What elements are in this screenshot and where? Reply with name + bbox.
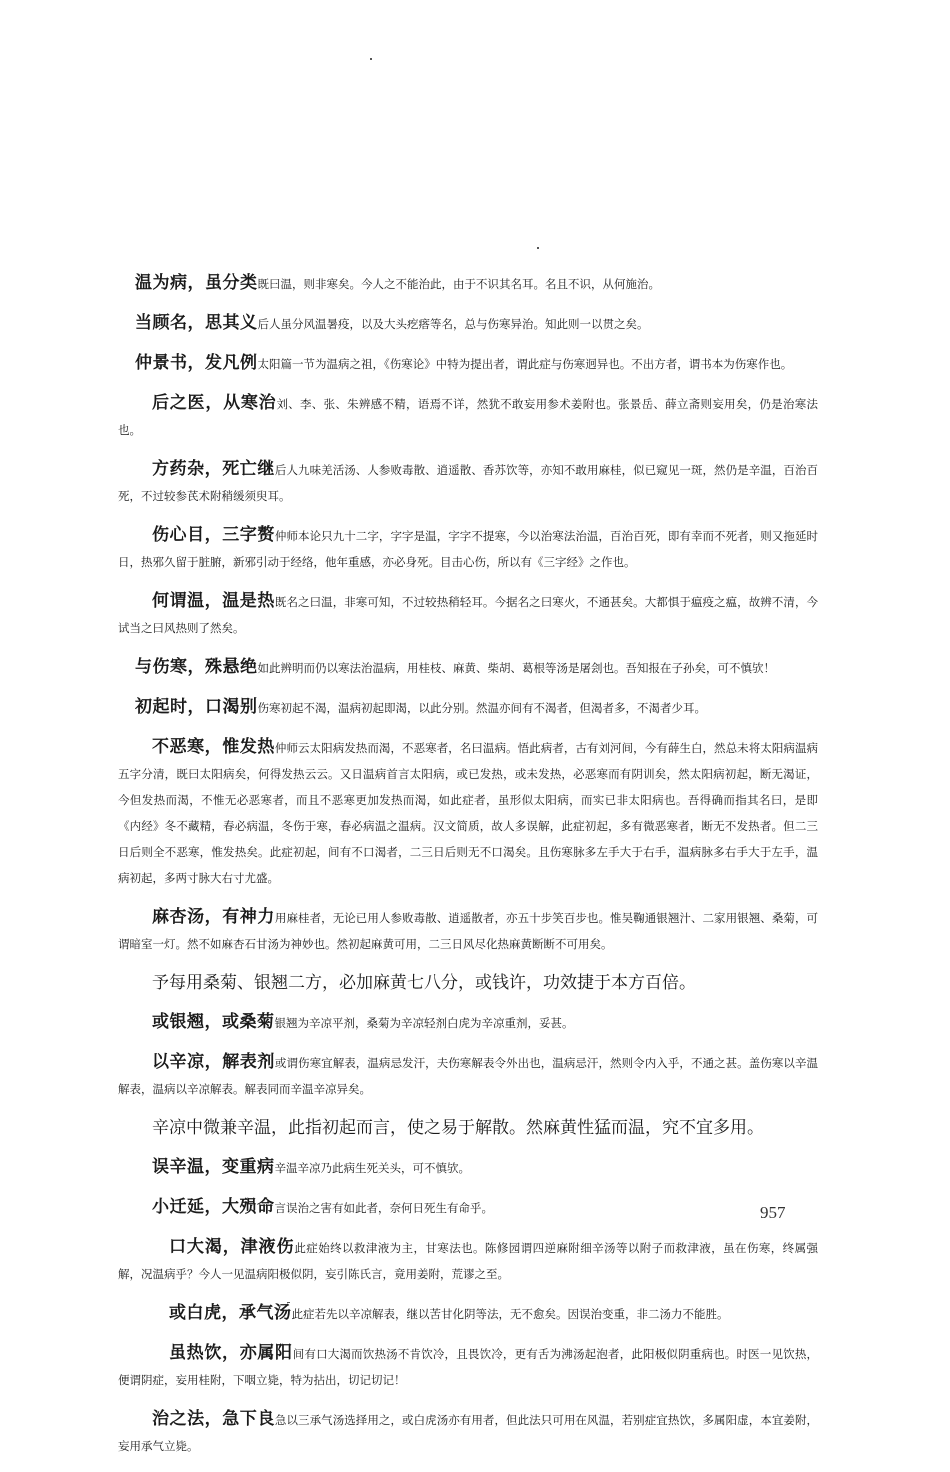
- verse-heading: 温为病，虽分类: [135, 273, 258, 293]
- verse-commentary: 刘、李、张、朱辨感不精，语焉不详，然犹不敢妄用参术姜附也。张景岳、薛立斋则妄用矣，仍是治寒法也。: [118, 397, 818, 437]
- verse-entry: [118, 1300, 818, 1327]
- verse-heading: 仲景书，发凡例: [135, 353, 258, 373]
- verse-heading: 后之医，从寒治: [152, 393, 277, 413]
- plain-paragraph: 予每用桑菊、银翘二方，必加麻黄七八分，或钱许，功效捷于本方百倍。: [152, 973, 696, 993]
- page-text-block: [118, 270, 818, 1472]
- verse-entry: [118, 456, 818, 509]
- verse-entry: [118, 694, 818, 721]
- scan-speck: [287, 1302, 290, 1303]
- verse-commentary: 仲师云太阳病发热而渴，不恶寒者，名曰温病。悟此病者，古有刘河间，今有薛生白，然总未将太阳病温病五字分清，既曰太阳病矣，何得发热云云。又日温病首言太阳病，或已发热，或未发热，必恶寒而有阴训矣，然太阳病初起，断无渴证，今但发热而渴，不惟无必恶寒者，而且不恶寒更加发热而渴，如此症者，虽形似太阳病，而实已非太阳病也。吾得确而指其名曰，是即《内经》冬不藏精，春必病温，冬伤于寒，春必病温之温病。汉文简质，故人多误解，此症初起，多有微恶寒者，断无不发热者。但二三日后则全不恶寒，惟发热矣。此症初起，间有不口渴者，二三日后则无不口渴矣。且伤寒脉多左手大于右手，温病脉多右手大于左手，温病初起，多两寸脉大右寸尤盛。: [118, 741, 819, 885]
- verse-commentary: 既名之曰温，非寒可知，不过较热稍轻耳。今据名之曰寒火，不通甚矣。大都惧于瘟疫之瘟，故辨不清，今试当之曰风热则了然矣。: [118, 595, 819, 635]
- verse-entry: [118, 390, 818, 443]
- verse-entry: [118, 970, 818, 996]
- verse-commentary: 间有口大渴而饮热汤不肯饮冷，且畏饮冷，更有舌为沸汤起泡者，此阳极似阴重病也。时医一见饮热，便谓阴症，妄用桂附，下咽立毙，特为拈出，切记切记！: [118, 1347, 819, 1387]
- verse-commentary: 后人虽分风温暑疫，以及大头疙瘩等名，总与伤寒异治。知此则一以贯之矣。: [257, 317, 649, 331]
- verse-entry: [118, 1049, 818, 1102]
- verse-heading: 麻杏汤，有神力: [152, 907, 275, 927]
- verse-entry: [118, 654, 818, 681]
- verse-entry: [118, 1234, 818, 1287]
- verse-heading: 小迁延，大殒命: [152, 1197, 275, 1217]
- verse-commentary: 后人九味羌活汤、人参败毒散、逍遥散、香苏饮等，亦知不敢用麻桂，似已窥见一斑，然仍是辛温，百治百死，不过较参芪术附稍缓须臾耳。: [118, 463, 819, 503]
- verse-heading: 初起时，口渴别: [135, 697, 258, 717]
- verse-commentary: 银翘为辛凉平剂，桑菊为辛凉轻剂白虎为辛凉重剂，妥甚。: [274, 1016, 574, 1030]
- verse-entry: [118, 1340, 818, 1393]
- verse-heading: 当顾名，思其义: [135, 313, 258, 333]
- verse-commentary: 此症若先以辛凉解表，继以苦甘化阴等法，无不愈矣。因误治变重，非二汤力不能胜。: [291, 1307, 729, 1321]
- verse-heading: 口大渴，津液伤: [169, 1237, 295, 1257]
- verse-entry: [118, 350, 818, 377]
- verse-entry: [118, 1009, 818, 1036]
- scan-speck: [537, 247, 539, 249]
- verse-commentary: 用麻桂者，无论已用人参败毒散、逍遥散者，亦五十步笑百步也。惟吴鞠通银翘汁、二家用银翘、桑菊，可谓暗室一灯。然不如麻杏石甘汤为神妙也。然初起麻黄可用，二三日风尽化热麻黄断断不可用矣。: [118, 911, 819, 951]
- verse-heading: 虽热饮，亦属阳: [169, 1343, 293, 1363]
- verse-heading: 或白虎，承气汤: [169, 1303, 292, 1323]
- verse-heading: 以辛凉，解表剂: [152, 1052, 275, 1072]
- verse-entry: [118, 1154, 818, 1181]
- scan-speck: [370, 58, 372, 60]
- verse-commentary: 辛温辛凉乃此病生死关头，可不慎欤。: [274, 1161, 470, 1175]
- verse-entry: [118, 310, 818, 337]
- verse-commentary: 伤寒初起不渴，温病初起即渴，以此分别。然温亦间有不渴者，但渴者多，不渴者少耳。: [257, 701, 706, 715]
- verse-commentary: 既曰温，则非寒矣。今人之不能治此，由于不识其名耳。名且不识，从何施治。: [257, 277, 660, 291]
- verse-heading: 何谓温，温是热: [152, 591, 275, 611]
- verse-heading: 治之法，急下良: [152, 1409, 275, 1429]
- verse-commentary: 或谓伤寒宜解表，温病忌发汗，夫伤寒解表令外出也，温病忌汗，然则令内入乎，不通之甚。盖伤寒以辛温解表，温病以辛凉解表。解表同而辛温辛凉异矣。: [118, 1056, 819, 1096]
- verse-commentary: 如此辨明而仍以寒法治温病，用桂枝、麻黄、柴胡、葛根等汤是屠刽也。吾知报在子孙矣，可不慎欤！: [257, 661, 775, 675]
- verse-entry: [118, 734, 818, 891]
- verse-commentary: 急以三承气汤选择用之，或白虎汤亦有用者，但此法只可用在风温，若别症宜热饮，多属阳虚，本宜姜附，妄用承气立毙。: [118, 1413, 819, 1453]
- verse-entry: [118, 1194, 818, 1221]
- verse-heading: 不恶寒，惟发热: [152, 737, 275, 757]
- verse-heading: 方药杂，死亡继: [152, 459, 275, 479]
- verse-entry: [118, 270, 818, 297]
- page-number: 957: [760, 1203, 786, 1222]
- verse-entry: [118, 904, 818, 957]
- verse-heading: 误辛温，变重病: [152, 1157, 275, 1177]
- verse-commentary: 言误治之害有如此者，奈何日死生有命乎。: [274, 1201, 493, 1215]
- plain-paragraph: 辛凉中微兼辛温，此指初起而言，使之易于解散。然麻黄性猛而温，究不宜多用。: [152, 1118, 764, 1138]
- verse-entry: [118, 1406, 818, 1459]
- verse-entry: [118, 588, 818, 641]
- verse-commentary: 此症始终以救津液为主，甘寒法也。陈修园谓四逆麻附细辛汤等以附子而救津液，虽在伤寒，终属强解，况温病乎？今人一见温病阳极似阴，妄引陈氏言，竟用姜附，荒谬之至。: [118, 1241, 818, 1281]
- verse-entry: [118, 522, 818, 575]
- verse-commentary: 仲师本论只九十二字，字字是温，字字不提寒，今以治寒法治温，百治百死，即有幸而不死者，则又拖延时日，热邪久留于脏腑，新邪引动于经络，他年重感，亦必身死。目击心伤，所以有《三字经》之作也。: [118, 529, 819, 569]
- verse-heading: 或银翘，或桑菊: [152, 1012, 275, 1032]
- verse-heading: 伤心目，三字赘: [152, 525, 275, 545]
- verse-heading: 与伤寒，殊悬绝: [135, 657, 258, 677]
- verse-commentary: 太阳篇一节为温病之祖，《伤寒论》中特为提出者，谓此症与伤寒迥异也。不出方者，谓书本为伤寒作也。: [257, 357, 793, 371]
- verse-entry: [118, 1115, 818, 1141]
